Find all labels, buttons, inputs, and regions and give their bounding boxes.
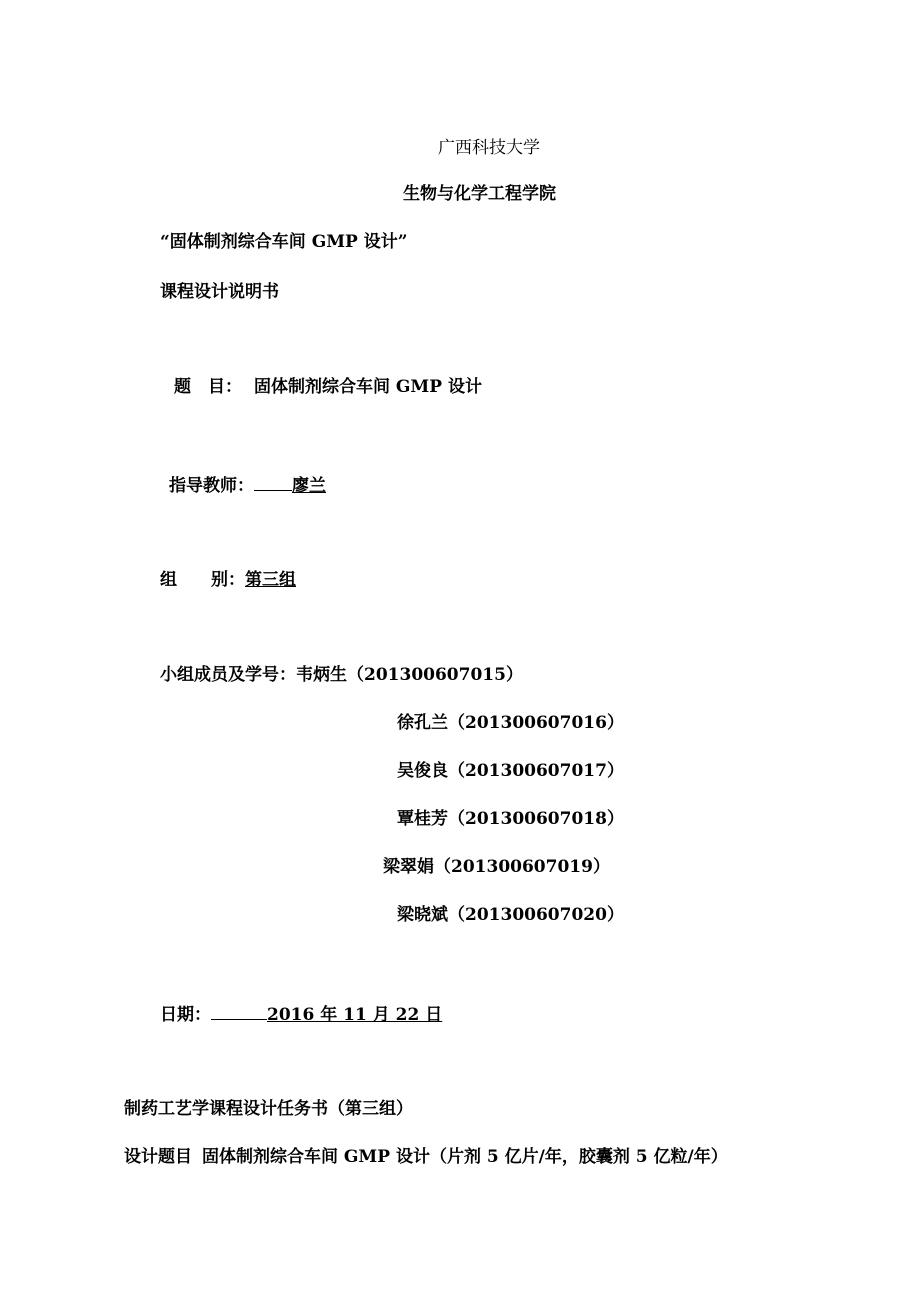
date-blank [211, 1001, 267, 1020]
member-entry: 梁翠娟（201300607019） [383, 857, 610, 877]
design-topic-row [124, 1146, 728, 1168]
members-row [160, 664, 523, 686]
university-name: 广西科技大学 [438, 138, 540, 158]
advisor-value: 廖兰 [292, 476, 326, 496]
member-entry: 覃桂芳（201300607018） [397, 809, 624, 829]
project-title: “固体制剂综合车间 GMP 设计” [160, 232, 408, 252]
group-label: 组 别： [160, 570, 245, 590]
group-row [160, 569, 296, 591]
member-entry: 梁晓斌（201300607020） [397, 905, 624, 925]
members-label: 小组成员及学号： [160, 665, 296, 685]
advisor-label: 指导教师： [169, 476, 254, 496]
date-value: 2016 年 11 月 22 日 [267, 1005, 443, 1025]
topic-label: 题 目： [174, 377, 242, 397]
college-name: 生物与化学工程学院 [403, 184, 556, 204]
date-row [160, 1001, 442, 1026]
member-entry: 韦炳生（201300607015） [296, 665, 523, 685]
document-type: 课程设计说明书 [160, 282, 279, 302]
design-topic-value: 固体制剂综合车间 GMP 设计（片剂 5 亿片/年，胶囊剂 5 亿粒/年） [202, 1147, 728, 1167]
date-label: 日期： [160, 1005, 211, 1025]
design-topic-label: 设计题目 [124, 1147, 192, 1167]
member-entry: 吴俊良（201300607017） [397, 761, 624, 781]
advisor-row [169, 472, 326, 497]
topic-value: 固体制剂综合车间 GMP 设计 [254, 377, 482, 397]
topic-row [174, 376, 482, 398]
advisor-blank [254, 472, 292, 491]
member-entry: 徐孔兰（201300607016） [397, 713, 624, 733]
group-value: 第三组 [245, 570, 296, 590]
task-heading: 制药工艺学课程设计任务书（第三组） [124, 1099, 413, 1119]
